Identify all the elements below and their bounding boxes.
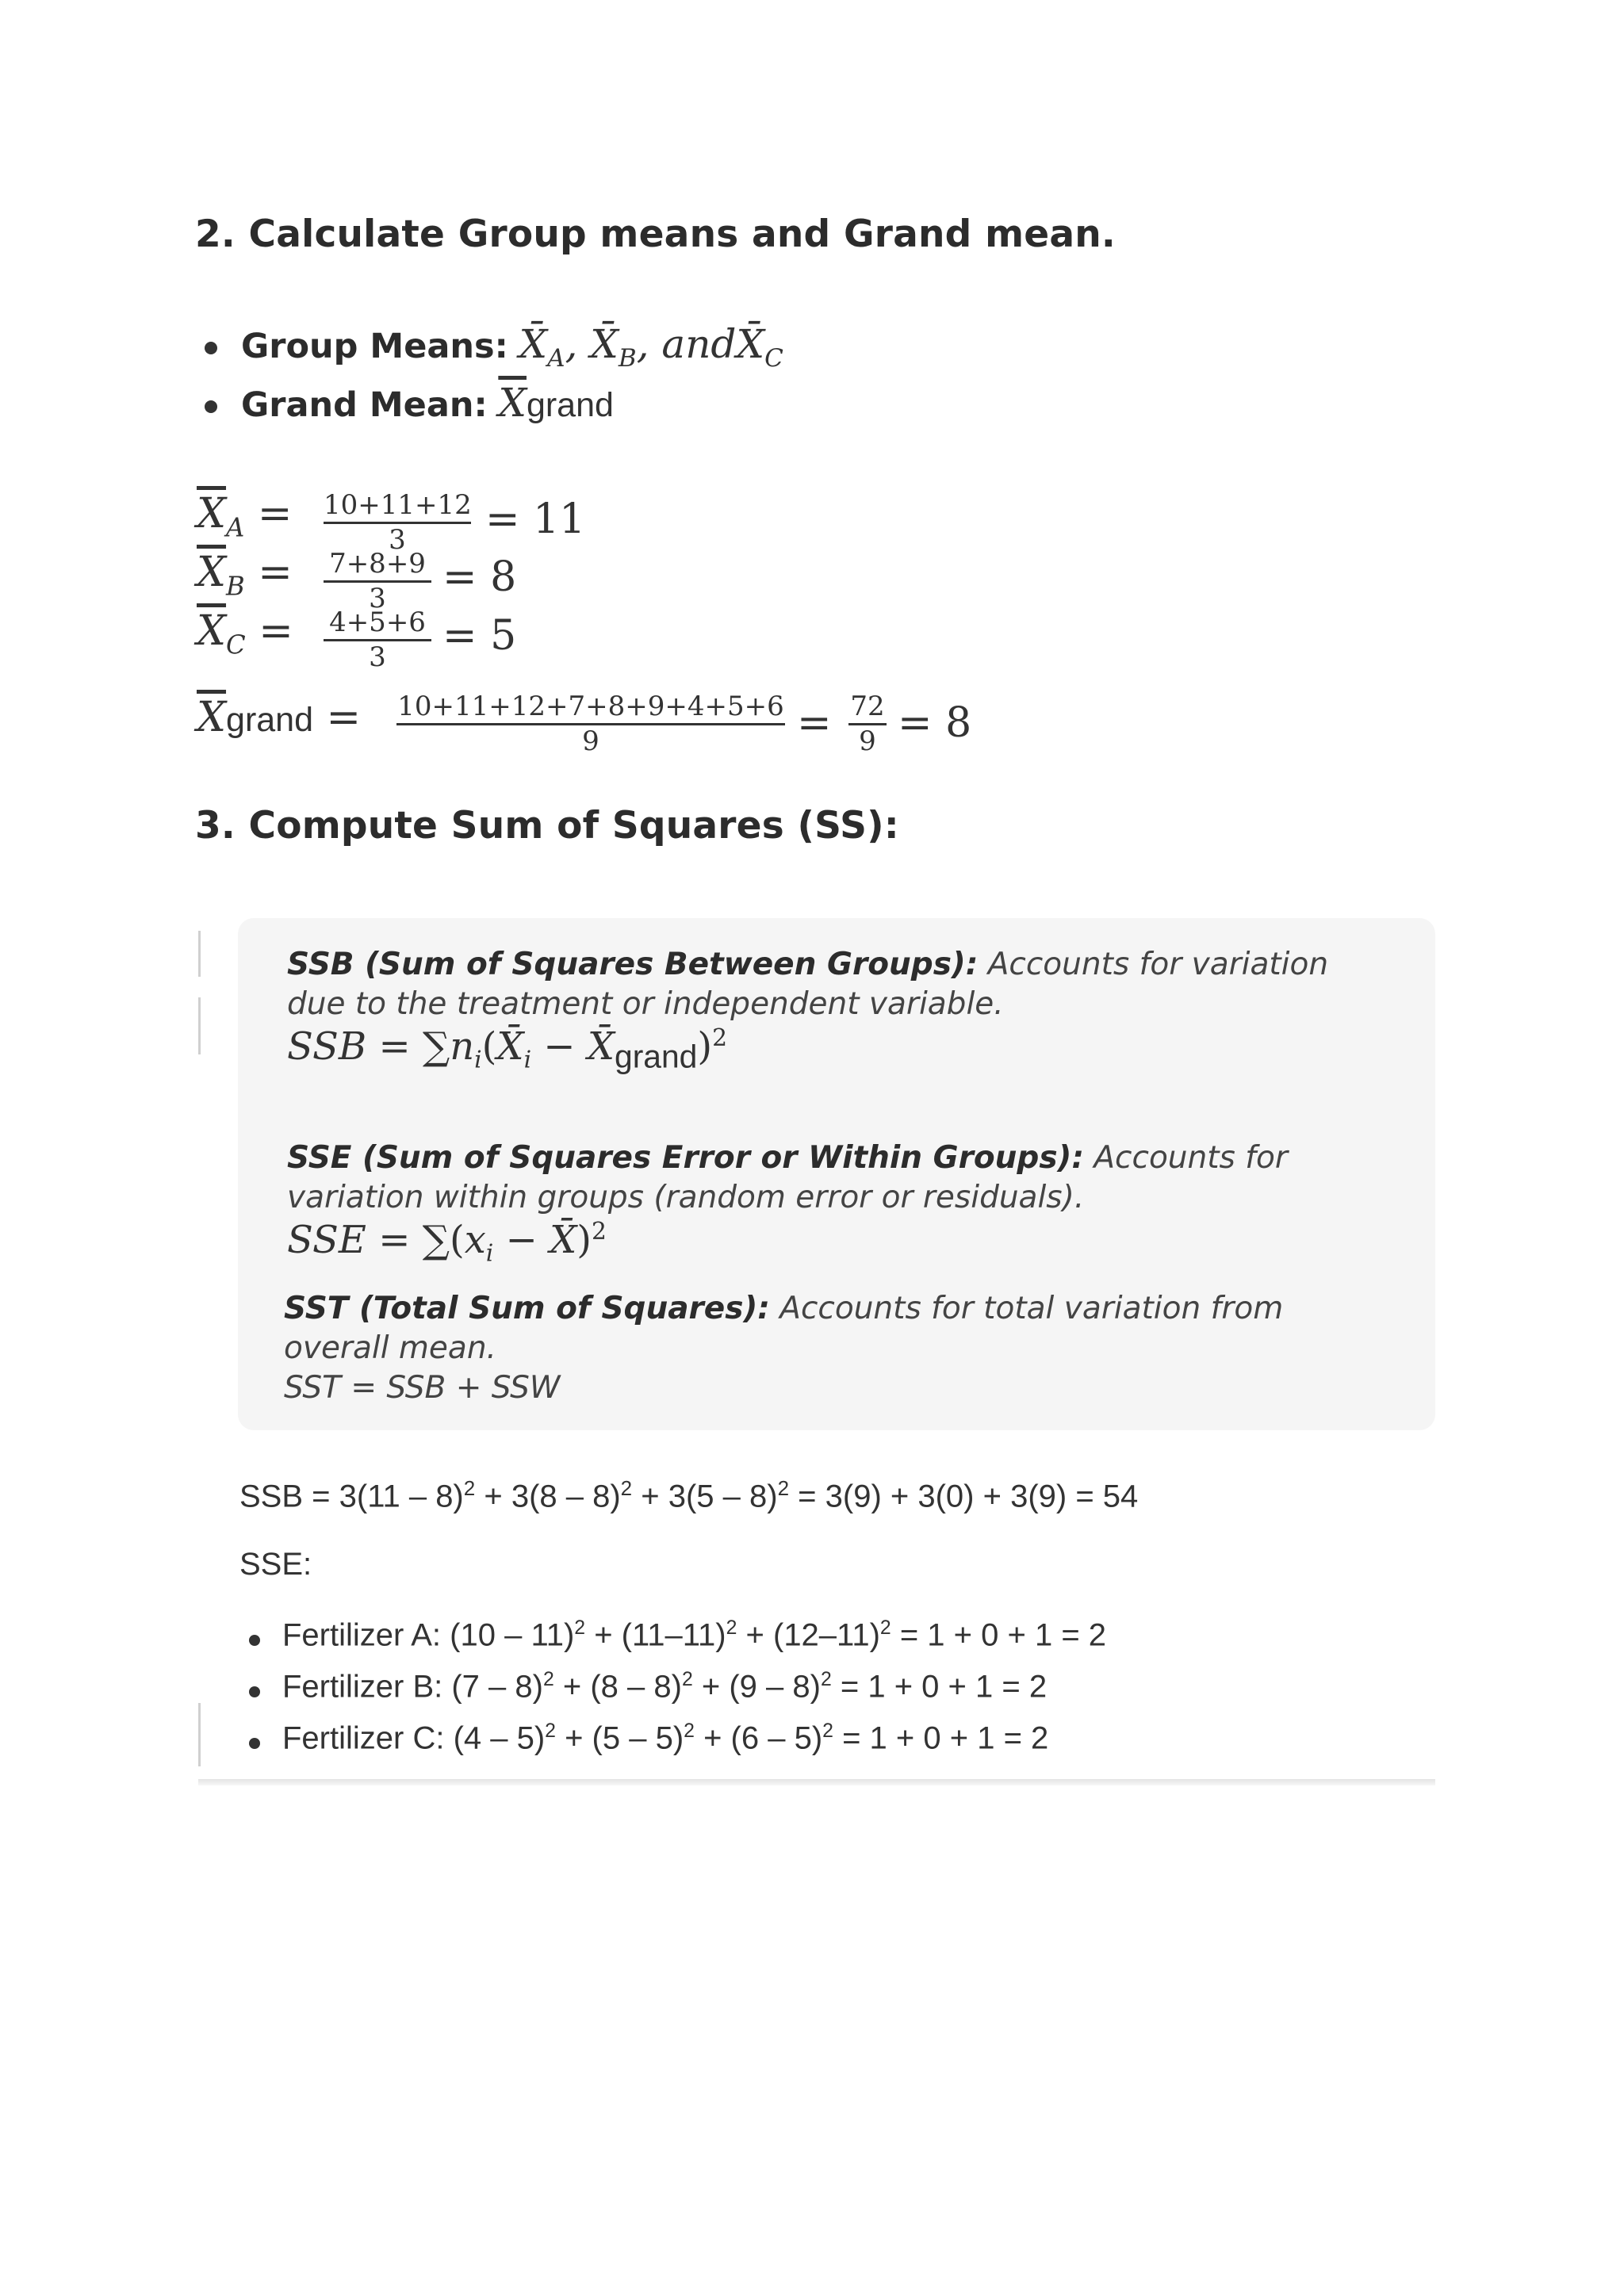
sst-definition xyxy=(284,1289,1386,1368)
bullet-dot xyxy=(249,1686,260,1697)
box-left-rule xyxy=(198,931,201,977)
box-left-rule xyxy=(198,1703,201,1766)
ssb-description: Accounts for variation due to the treatment or independent variable. xyxy=(287,947,1329,1022)
grand-mean-fraction: 10+11+12+7+8+9+4+5+6 9 xyxy=(397,691,784,757)
bullet-dot xyxy=(249,1738,260,1749)
grand-mean-symbol: $\overline{X}$ xyxy=(498,380,527,426)
ssb-title: SSB (Sum of Squares Between Groups): xyxy=(287,947,979,982)
sse-formula: SSE = $\sum(x_i$ − X̄)$^2$ xyxy=(287,1218,607,1268)
mean-b-result: = 8 xyxy=(442,553,517,601)
ssb-definition xyxy=(287,945,1381,1024)
grand-mean-equals: = xyxy=(797,699,832,747)
mean-a-lhs: $\overline{X}_A$ = xyxy=(197,490,293,543)
ssb-formula: SSB = $\sum n_i(X̄_i$ − $X̄_{grand})^2$ xyxy=(287,1024,728,1075)
mean-c-fraction: 4+5+6 3 xyxy=(324,607,431,672)
mean-c-lhs: $\overline{X}_C$ = xyxy=(197,607,293,660)
ssb-calculation: SSB = 3(11 – 8)$^2$ + 3(8 – 8)$^2$ + 3(5 – 8)$^2$ = 3(9) + 3(0) + 3(9) = 54 xyxy=(239,1476,1139,1514)
bullet-dot xyxy=(205,400,217,413)
group-means-label: Group Means: xyxy=(241,327,508,366)
sse-definition xyxy=(287,1138,1381,1218)
mean-b-lhs: $\overline{X}_B$ = xyxy=(197,549,293,602)
box-left-rule xyxy=(198,997,201,1054)
mean-c-result: = 5 xyxy=(442,612,517,660)
sst-formula: SST = SSB + SSW xyxy=(284,1370,561,1406)
grand-mean-label: Grand Mean: xyxy=(241,385,488,425)
mean-a-fraction: 10+11+12 3 xyxy=(324,489,472,556)
section-2-heading: 2. Calculate Group means and Grand mean. xyxy=(195,212,1116,256)
grand-mean-simplified: 72 9 xyxy=(848,691,887,756)
sst-title: SST (Total Sum of Squares): xyxy=(284,1291,770,1326)
bullet-dot xyxy=(249,1635,260,1646)
sse-title: SSE (Sum of Squares Error or Within Groups): xyxy=(287,1140,1084,1176)
mean-a-result: = 11 xyxy=(485,496,586,543)
section-3-heading: 3. Compute Sum of Squares (SS): xyxy=(195,804,899,848)
sse-label: SSE: xyxy=(239,1547,312,1582)
group-means-expression: $X̄_A$, $X̄_B$, $andX̄_C$ xyxy=(519,321,783,373)
bullet-dot xyxy=(205,342,217,354)
grand-mean-result: = 8 xyxy=(898,699,972,747)
sst-description: Accounts for total variation from overall mean. xyxy=(284,1291,1284,1366)
box-bottom-edge xyxy=(198,1779,1435,1785)
sse-description: Accounts for variation within groups (random error or residuals). xyxy=(287,1140,1288,1215)
mean-b-fraction: 7+8+9 3 xyxy=(324,549,431,613)
page: 2. Calculate Group means and Grand mean. Group Means: $X̄_A$, $X̄_B$, $andX̄_C$ Grand Mean: $\overline{X}grand$ $\overline{X}_A$ = 10+11+12 3 = 11 $\overline{X}_B$ = 7+8+9 3 = 8 $\overline{X}_C$ = 4+5+6 3 = 5 $\overline{X}grand$ = 10+11+12+7+8+9+4+5+6 9 = 72 9 = 8 3. Compute Sum of Squares (SS): SSB (Sum of Squares Between Groups): Accounts for variation due to the treatment or independent variable. SSB = $\sum n_i(X̄_i$ − $X̄_{grand})^2$ SSE (Sum of Squares Error or Within Groups): Accounts for variation within groups (random error or residuals). SSE = $\sum(x_i$ − X̄)$^2$ SST (Total Sum of Squares): Accounts for total variation from overall mean. SST = SSB + SSW SSB = 3(11 – 8)$^2$ + 3(8 – 8)$^2$ + 3(5 – 8)$^2$ = 3(9) + 3(0) + 3(9) = 54 SSE: Fertilizer A: $(10 - 11)^2 + (11-11)^2 + (12-11)^2 = 1 + 0 + 1 = 2$ Fertilizer B: (7 – 8)$^2$ + (8 – 8)$^2$ + (9 – 8)$^2$ = 1 + 0 + 1 = 2 Fertilizer C: (4 – 5)$^2$ + (5 – 5)$^2$ + (6 – 5)$^2$ = 1 + 0 + 1 = 2 xyxy=(0,0,1624,2296)
grand-mean-lhs: $\overline{X}grand$ = xyxy=(197,694,362,741)
